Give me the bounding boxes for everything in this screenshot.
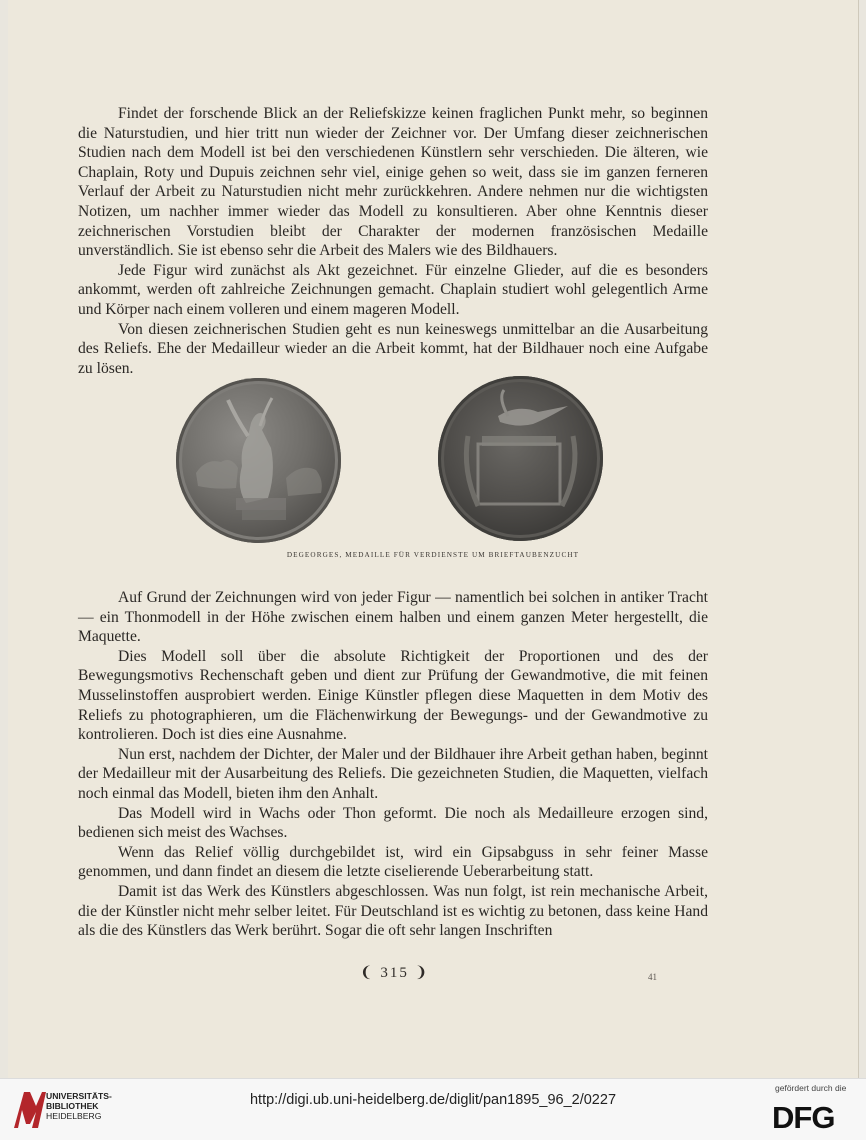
body-text-bottom xyxy=(78,588,708,941)
seated-figure-relief xyxy=(176,378,341,543)
paragraph: Das Modell wird in Wachs oder Thon geformt. Die noch als Medailleure erzogen sind, bedienen sich meist des Wachses. xyxy=(78,804,708,842)
medal-reverse-image xyxy=(438,376,603,541)
body-text-top xyxy=(78,104,708,378)
paragraph: Auf Grund der Zeichnungen wird von jeder Figur — namentlich bei solchen in antiker Tracht — ein Thonmodell in der Höhe zwischen einem halben und einem ganzen Meter hergestellt, die Maquette. xyxy=(78,589,708,646)
institution-line: HEIDELBERG xyxy=(46,1111,102,1121)
medal-obverse-image xyxy=(176,378,341,543)
page-number: ❨ 315 ❩ xyxy=(360,965,430,981)
paragraph: Damit ist das Werk des Künstlers abgeschlossen. Was nun folgt, ist rein mechanische Arbeit, die der Künstler nicht mehr selber leitet. Für Deutschland ist es wichtig zu betonen, dass keine Hand als die des Künstlers das Werk berührt. Sogar die oft sehr langen Inschriften xyxy=(78,882,708,940)
paragraph: Jede Figur wird zunächst als Akt gezeichnet. Für einzelne Glieder, auf die es besonders ankommt, werden oft zahlreiche Zeichnungen gemacht. Chaplain studiert wohl gelegentlich Arme und Körper nach einem volleren und einem mageren Modell. xyxy=(78,261,708,318)
paragraph: Dies Modell soll über die absolute Richtigkeit der Proportionen und des der Bewegungsmotivs Rechenschaft geben und dient zur Prüfung der Gewandmotive, die mit feinen Musselinstoffen ausprobiert werden. Einige Künstler pflegen diese Maquetten in dem Motiv des Reliefs zu photographieren, um die Flächenwirkung der Bewegungs- und der Gewandmotive zu kontrolieren. Doch ist dies eine Ausnahme. xyxy=(78,647,708,744)
funding-label: gefördert durch die xyxy=(775,1083,847,1093)
permalink-url[interactable]: http://digi.ub.uni-heidelberg.de/diglit/pan1895_96_2/0227 xyxy=(249,1092,617,1108)
paragraph: Wenn das Relief völlig durchgebildet ist, wird ein Gipsabguss in sehr feiner Masse genommen, und dann findet an diesem die letzte ciselierende Ueberarbeitung statt. xyxy=(78,843,708,881)
institution-line: UNIVERSITÄTS- xyxy=(46,1091,112,1101)
paragraph: Findet der forschende Blick an der Reliefskizze keinen fraglichen Punkt mehr, so beginnen die Naturstudien, und hier tritt nun wieder der Zeichner vor. Der Umfang dieser zeichnerischen Studien nach dem Modell ist bei den verschiedenen Künstlern sehr verschieden. Die älteren, wie Chaplain, Roty und Dupuis zeichnen sehr viel, einige gehen so weit, dass sie im ganzen ferneren Verlauf der Arbeit zu Naturstudien nicht mehr zurückkehren. Andere nehmen nur die wichtigsten Notizen, um nachher immer wieder das Modell zu konsultieren. Aber ohne Kenntnis dieser zeichnerischen Vorstudien bleibt der Charakter der modernen französischen Medaille unverständlich. Sie ist ebenso sehr die Arbeit des Malers wie des Bildhauers. xyxy=(78,105,708,260)
institution-line: BIBLIOTHEK xyxy=(46,1101,99,1111)
paragraph: Nun erst, nachdem der Dichter, der Maler und der Bildhauer ihre Arbeit gethan haben, beginnt der Medailleur mit der Ausarbeitung des Reliefs. Die gezeichneten Studien, die Maquetten, vielfach noch einmal das Modell, bieten ihm den Anhalt. xyxy=(78,745,708,802)
dfg-logo: DFG xyxy=(772,1100,835,1135)
paragraph: Von diesen zeichnerischen Studien geht es nun keineswegs unmittelbar an die Ausarbeitung des Reliefs. Ehe der Medailleur wieder an die Arbeit kommt, hat der Bildhauer noch eine Aufgabe zu lösen. xyxy=(78,320,708,377)
dove-and-wreath-relief xyxy=(438,376,603,541)
footer-bar xyxy=(0,1078,866,1140)
figure-caption: DEGEORGES, MEDAILLE FÜR VERDIENSTE UM BRIEFTAUBENZUCHT xyxy=(286,551,580,559)
signature-mark: 41 xyxy=(648,972,657,982)
